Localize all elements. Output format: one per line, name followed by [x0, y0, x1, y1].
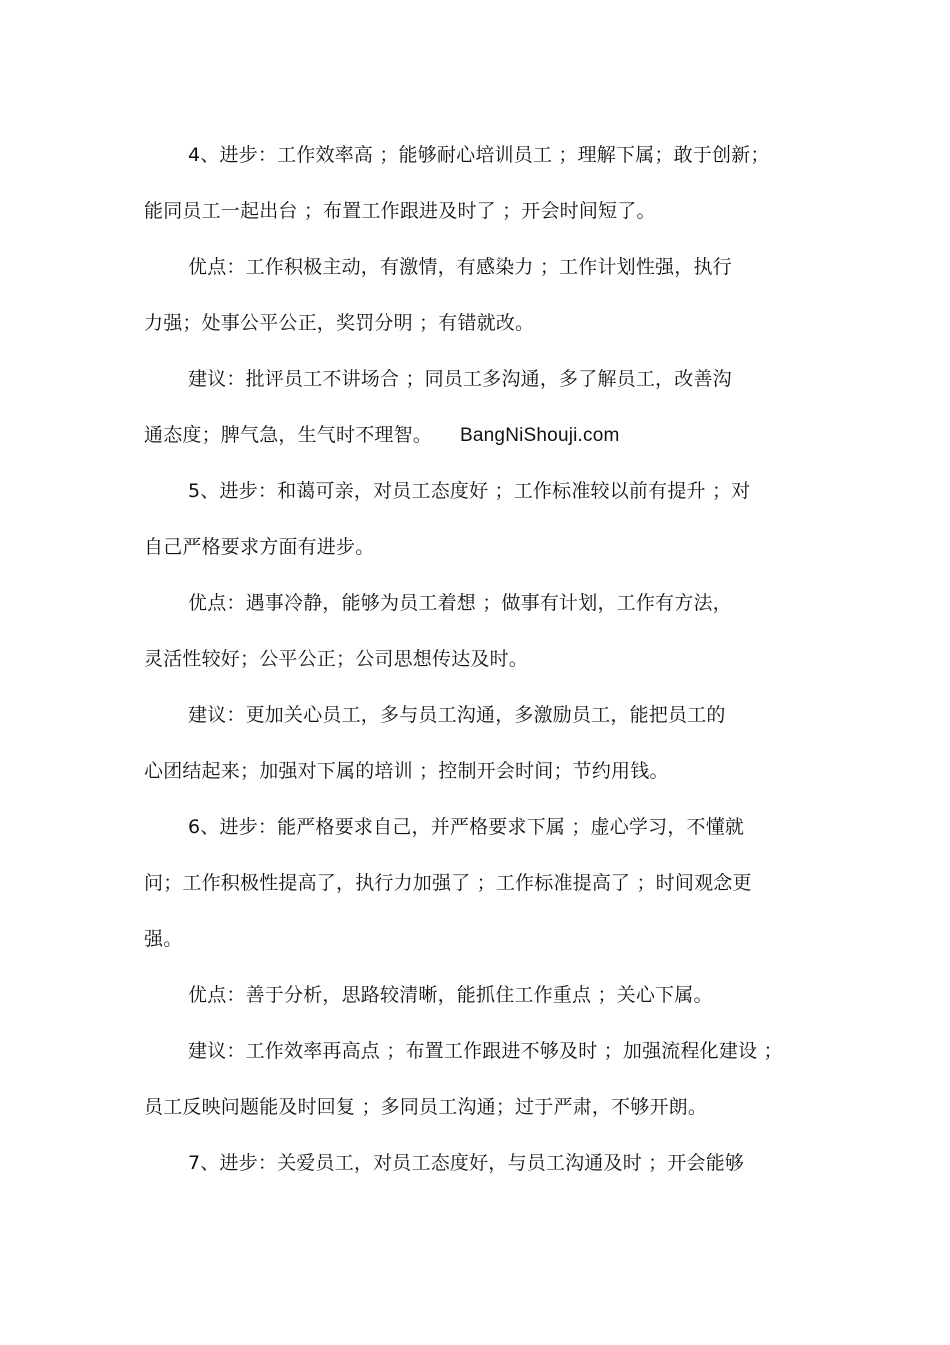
paragraph-suggestion-5-line-1: 建议：更加关心员工，多与员工沟通，多激励员工，能把员工的	[188, 704, 726, 726]
paragraph-6-line-3: 强。	[144, 928, 183, 950]
paragraph-suggestion-6-line-1: 建议：工作效率再高点 ；布置工作跟进不够及时 ；加强流程化建设 ；	[188, 1040, 783, 1062]
paragraph-suggestion-4-line-1: 建议：批评员工不讲场合 ；同员工多沟通，多了解员工，改善沟	[188, 368, 732, 390]
paragraph-suggestion-6-line-2: 员工反映问题能及时回复 ；多同员工沟通；过于严肃，不够开朗。	[144, 1096, 708, 1118]
paragraph-advantages-6-line-1: 优点：善于分析，思路较清晰，能抓住工作重点 ；关心下属。	[188, 984, 713, 1006]
suggestion-4-text: 通态度；脾气急，生气时不理智。	[144, 424, 433, 446]
paragraph-4-line-1: 4、进步：工作效率高 ；能够耐心培训员工 ；理解下属；敢于创新；	[188, 144, 770, 166]
paragraph-suggestion-4-line-2	[144, 422, 620, 449]
paragraph-advantages-5-line-2: 灵活性较好；公平公正；公司思想传达及时。	[144, 648, 529, 670]
paragraph-6-line-2: 问；工作积极性提高了，执行力加强了 ；工作标准提高了 ；时间观念更	[144, 872, 752, 894]
paragraph-suggestion-5-line-2: 心团结起来；加强对下属的培训 ；控制开会时间；节约用钱。	[144, 760, 669, 782]
paragraph-6-line-1: 6、进步：能严格要求自己，并严格要求下属 ；虚心学习，不懂就	[188, 816, 745, 838]
paragraph-advantages-4-line-1: 优点：工作积极主动，有激情，有感染力 ；工作计划性强，执行	[188, 256, 732, 278]
watermark-text: BangNiShouji.com	[460, 425, 620, 446]
paragraph-advantages-4-line-2: 力强；处事公平公正，奖罚分明 ；有错就改。	[144, 312, 535, 334]
paragraph-4-line-2: 能同员工一起出台 ；布置工作跟进及时了 ；开会时间短了。	[144, 200, 656, 222]
paragraph-advantages-5-line-1: 优点：遇事冷静，能够为员工着想 ；做事有计划，工作有方法，	[188, 592, 732, 614]
paragraph-5-line-2: 自己严格要求方面有进步。	[144, 536, 375, 558]
paragraph-5-line-1: 5、进步：和蔼可亲，对员工态度好 ；工作标准较以前有提升 ；对	[188, 480, 751, 502]
paragraph-7-line-1: 7、进步：关爱员工，对员工态度好，与员工沟通及时 ；开会能够	[188, 1152, 745, 1174]
